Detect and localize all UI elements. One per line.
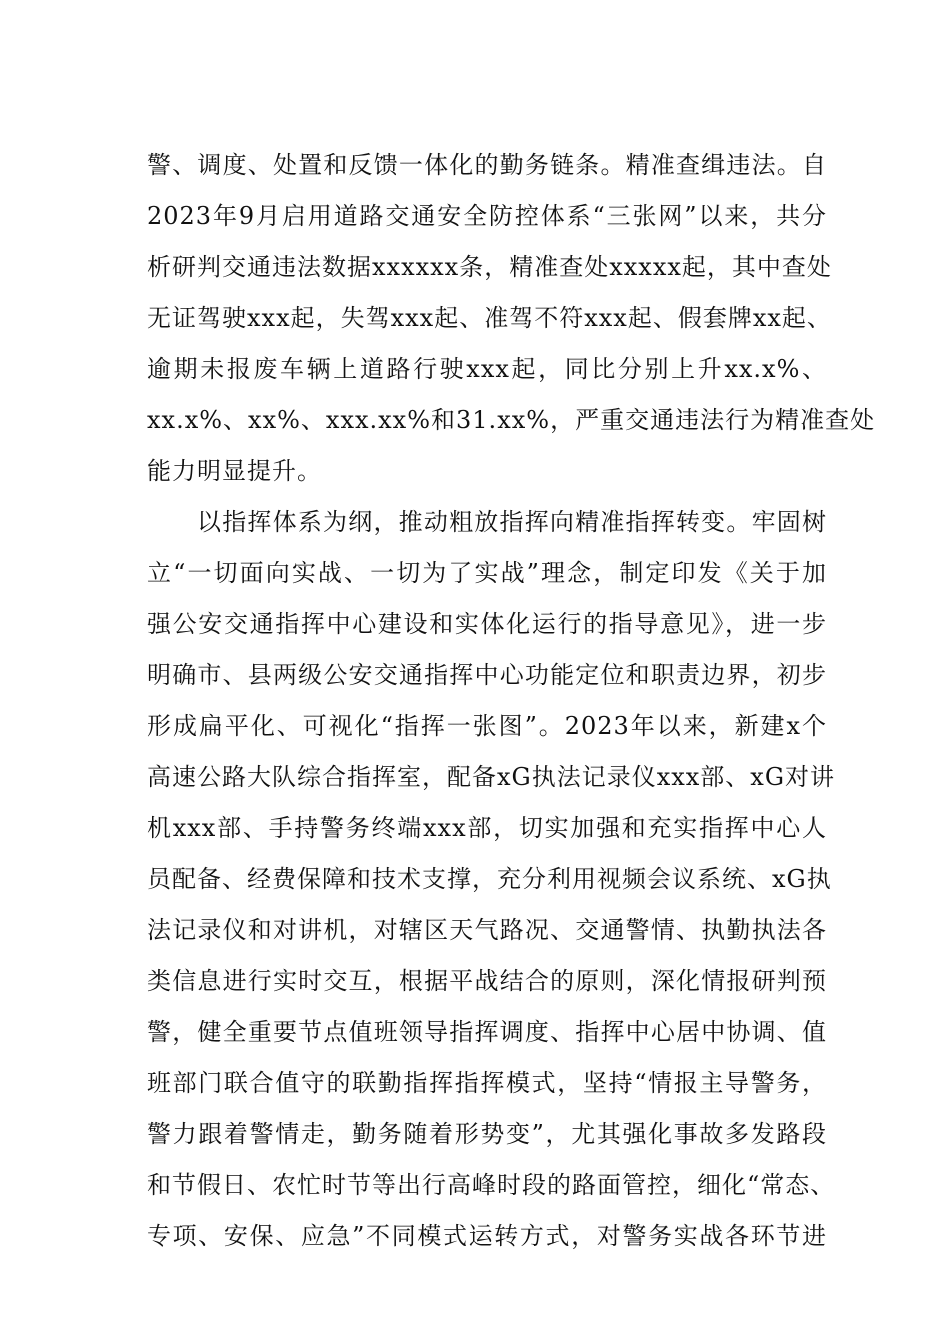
paragraph-line: 立“一切面向实战、一切为了实战”理念，制定印发《关于加 bbox=[147, 559, 827, 587]
paragraph-line: 以指挥体系为纲，推动粗放指挥向精准指挥转变。牢固树 bbox=[197, 508, 827, 536]
paragraph-line: 班部门联合值守的联勤指挥指挥模式，坚持“情报主导警务， bbox=[147, 1069, 827, 1097]
paragraph-line: 无证驾驶xxx起，失驾xxx起、准驾不符xxx起、假套牌xx起、 bbox=[147, 304, 832, 332]
paragraph-line: 和节假日、农忙时节等出行高峰时段的路面管控，细化“常态、 bbox=[147, 1171, 836, 1199]
paragraph-line: 高速公路大队综合指挥室，配备xG执法记录仪xxx部、xG对讲 bbox=[147, 763, 836, 791]
paragraph-line: 强公安交通指挥中心建设和实体化运行的指导意见》，进一步 bbox=[147, 610, 827, 638]
paragraph-line: 法记录仪和对讲机，对辖区天气路况、交通警情、执勤执法各 bbox=[147, 916, 827, 944]
paragraph-line: 机xxx部、手持警务终端xxx部，切实加强和充实指挥中心人 bbox=[147, 814, 827, 842]
paragraph-line: 专项、安保、应急”不同模式运转方式，对警务实战各环节进 bbox=[147, 1222, 827, 1250]
body-text bbox=[147, 140, 876, 1262]
paragraph-line: 能力明显提升。 bbox=[147, 457, 322, 485]
paragraph-1 bbox=[147, 140, 876, 497]
paragraph-2 bbox=[147, 497, 836, 1262]
paragraph-line: xx.x%、xx%、xxx.xx%和31.xx%，严重交通违法行为精准查处 bbox=[147, 406, 876, 434]
paragraph-line: 形成扁平化、可视化“指挥一张图”。2023年以来，新建x个 bbox=[147, 712, 827, 740]
paragraph-line: 类信息进行实时交互，根据平战结合的原则，深化情报研判预 bbox=[147, 967, 827, 995]
paragraph-line: 警力跟着警情走，勤务随着形势变”，尤其强化事故多发路段 bbox=[147, 1120, 827, 1148]
paragraph-line: 逾期未报废车辆上道路行驶xxx起，同比分别上升xx.x%、 bbox=[147, 355, 827, 383]
paragraph-line: 2023年9月启用道路交通安全防控体系“三张网”以来，共分 bbox=[147, 202, 827, 230]
paragraph-line: 析研判交通违法数据xxxxxx条，精准查处xxxxx起，其中查处 bbox=[147, 253, 832, 281]
paragraph-line: 明确市、县两级公安交通指挥中心功能定位和职责边界，初步 bbox=[147, 661, 827, 689]
paragraph-line: 警、调度、处置和反馈一体化的勤务链条。精准查缉违法。自 bbox=[147, 151, 827, 179]
paragraph-line: 警，健全重要节点值班领导指挥调度、指挥中心居中协调、值 bbox=[147, 1018, 827, 1046]
paragraph-line: 员配备、经费保障和技术支撑，充分利用视频会议系统、xG执 bbox=[147, 865, 832, 893]
